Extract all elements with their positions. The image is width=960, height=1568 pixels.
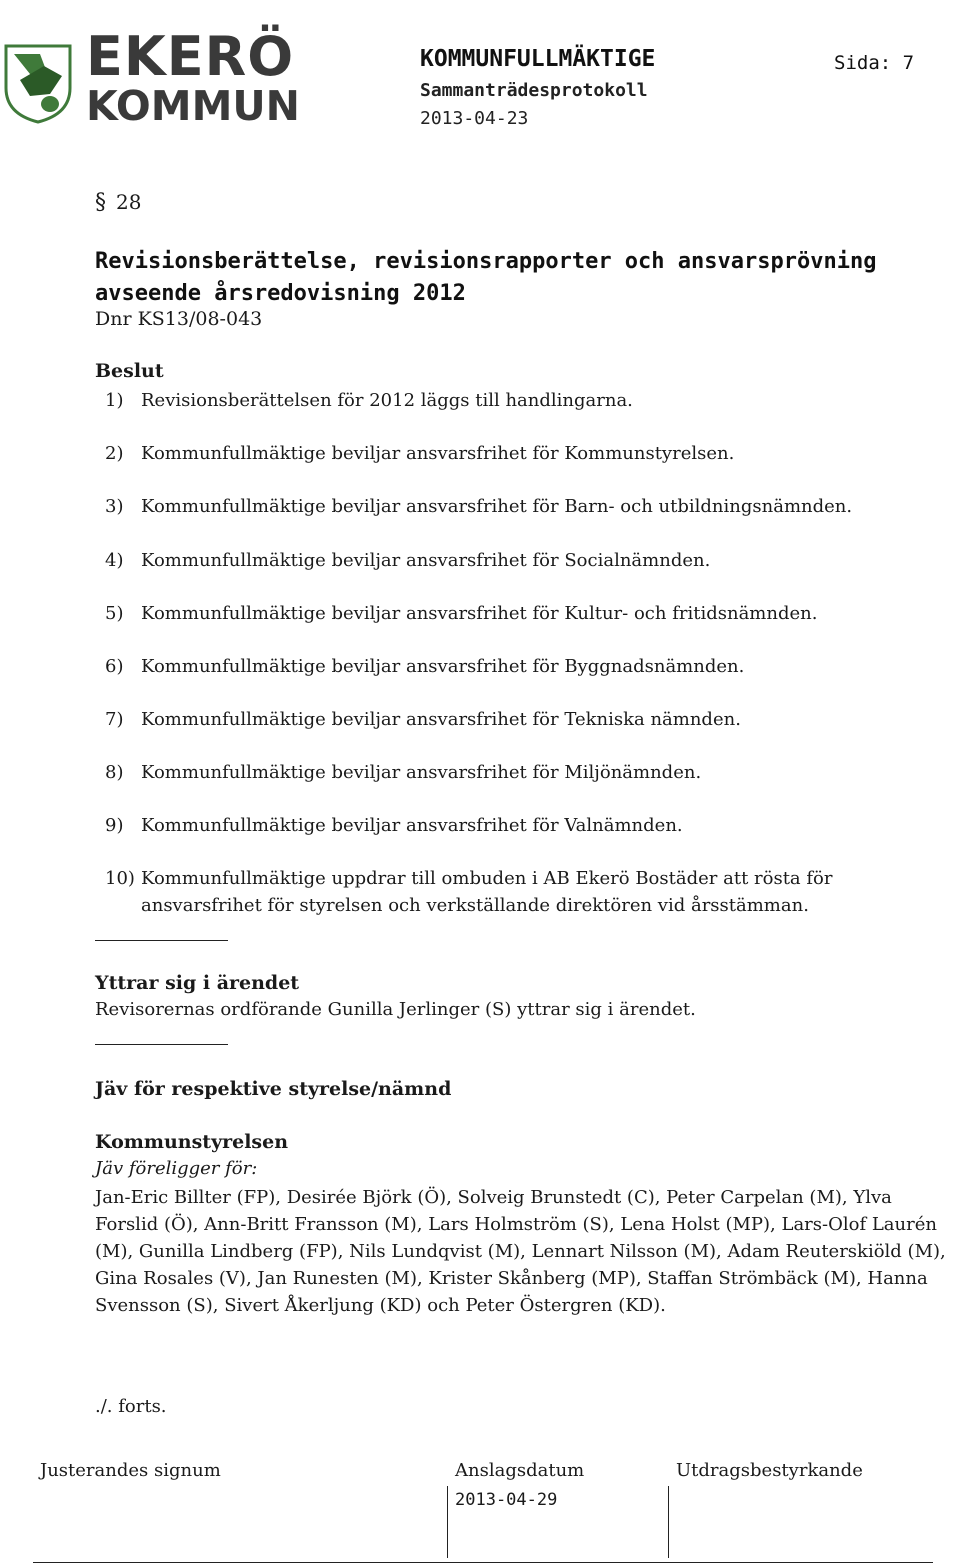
item-number: 6) bbox=[105, 656, 124, 677]
section-number-value: 28 bbox=[116, 190, 142, 214]
extract-certification-label: Utdragsbestyrkande bbox=[676, 1460, 863, 1481]
registration-number: Dnr KS13/08-043 bbox=[95, 308, 263, 330]
section-divider bbox=[95, 1044, 228, 1045]
conflict-heading: Jäv för respektive styrelse/nämnd bbox=[95, 1078, 452, 1100]
decision-item bbox=[105, 493, 945, 520]
statements-text: Revisorernas ordförande Gunilla Jerlinger (S) yttrar sig i ärendet. bbox=[95, 999, 696, 1020]
logo-text-kommun: KOMMUN bbox=[86, 82, 300, 130]
decision-item bbox=[105, 706, 945, 733]
section-divider bbox=[95, 940, 228, 941]
decision-item bbox=[105, 600, 945, 627]
page-number: Sida: 7 bbox=[834, 52, 915, 74]
item-number: 7) bbox=[105, 709, 124, 730]
decision-item bbox=[105, 653, 945, 680]
decision-item bbox=[105, 865, 945, 919]
item-number: 10) bbox=[105, 868, 135, 889]
logo-text-ekero: EKERÖ bbox=[86, 25, 295, 88]
decision-heading: Beslut bbox=[95, 360, 164, 382]
signature-label: Justerandes signum bbox=[40, 1460, 221, 1481]
conflict-label: Jäv föreligger för: bbox=[95, 1158, 258, 1179]
decision-item bbox=[105, 759, 945, 786]
decision-item bbox=[105, 812, 945, 839]
item-text: Kommunfullmäktige beviljar ansvarsfrihet för Socialnämnden. bbox=[141, 550, 711, 571]
item-number: 1) bbox=[105, 390, 124, 411]
item-number: 3) bbox=[105, 496, 124, 517]
ekero-logo-shield-icon bbox=[0, 40, 76, 124]
decision-item bbox=[105, 547, 945, 574]
continued-marker: ./. forts. bbox=[95, 1396, 167, 1417]
section-title: Revisionsberättelse, revisionsrapporter och ansvarsprövning avseende årsredovisning 2012 bbox=[95, 249, 877, 306]
item-text: Kommunfullmäktige uppdrar till ombuden i AB Ekerö Bostäder att rösta för ansvarsfrihet för styrelsen och verkställande direktören vid årsstämman. bbox=[141, 868, 833, 916]
posting-date: 2013-04-29 bbox=[455, 1490, 558, 1510]
footer-divider bbox=[668, 1486, 669, 1558]
item-text: Kommunfullmäktige beviljar ansvarsfrihet för Tekniska nämnden. bbox=[141, 709, 741, 730]
item-text: Kommunfullmäktige beviljar ansvarsfrihet för Kultur- och fritidsnämnden. bbox=[141, 603, 818, 624]
conflict-names: Jan-Eric Billter (FP), Desirée Björk (Ö), Solveig Brunstedt (C), Peter Carpelan (M), Ylva Forslid (Ö), Ann-Britt Fransson (M), Lars Holmström (S), Lena Holst (MP), Lars-Olof Laurén (M), Gunilla Lindberg (FP), Nils Lundqvist (M), Lennart Nilsson (M), Adam Reuterskiöld (M), Gina Rosales (V), Jan Runesten (M), Krister Skånberg (MP), Staffan Strömbäck (M), Hanna Svensson (S), Sivert Åkerljung (KD) och Peter Östergren (KD). bbox=[95, 1187, 946, 1316]
item-text: Kommunfullmäktige beviljar ansvarsfrihet för Barn- och utbildningsnämnden. bbox=[141, 496, 853, 517]
section-number bbox=[95, 192, 141, 214]
conflict-body-name: Kommunstyrelsen bbox=[95, 1131, 289, 1153]
item-number: 9) bbox=[105, 815, 124, 836]
item-number: 5) bbox=[105, 603, 124, 624]
item-text: Revisionsberättelsen för 2012 läggs till handlingarna. bbox=[141, 390, 633, 411]
document-title: KOMMUNFULLMÄKTIGE bbox=[420, 46, 656, 72]
decision-item bbox=[105, 387, 945, 414]
item-text: Kommunfullmäktige beviljar ansvarsfrihet för Valnämnden. bbox=[141, 815, 683, 836]
item-text: Kommunfullmäktige beviljar ansvarsfrihet för Byggnadsnämnden. bbox=[141, 656, 745, 677]
item-number: 2) bbox=[105, 443, 124, 464]
footer-divider bbox=[447, 1486, 448, 1558]
paragraph-sign: § bbox=[95, 190, 106, 215]
item-number: 8) bbox=[105, 762, 124, 783]
meeting-date: 2013-04-23 bbox=[420, 108, 529, 129]
item-text: Kommunfullmäktige beviljar ansvarsfrihet för Kommunstyrelsen. bbox=[141, 443, 735, 464]
item-text: Kommunfullmäktige beviljar ansvarsfrihet för Miljönämnden. bbox=[141, 762, 702, 783]
footer-rule bbox=[33, 1562, 933, 1563]
statements-heading: Yttrar sig i ärendet bbox=[95, 972, 300, 994]
item-number: 4) bbox=[105, 550, 124, 571]
document-subtitle: Sammanträdesprotokoll bbox=[420, 80, 648, 101]
posting-date-label: Anslagsdatum bbox=[455, 1460, 585, 1481]
decision-item bbox=[105, 440, 945, 467]
